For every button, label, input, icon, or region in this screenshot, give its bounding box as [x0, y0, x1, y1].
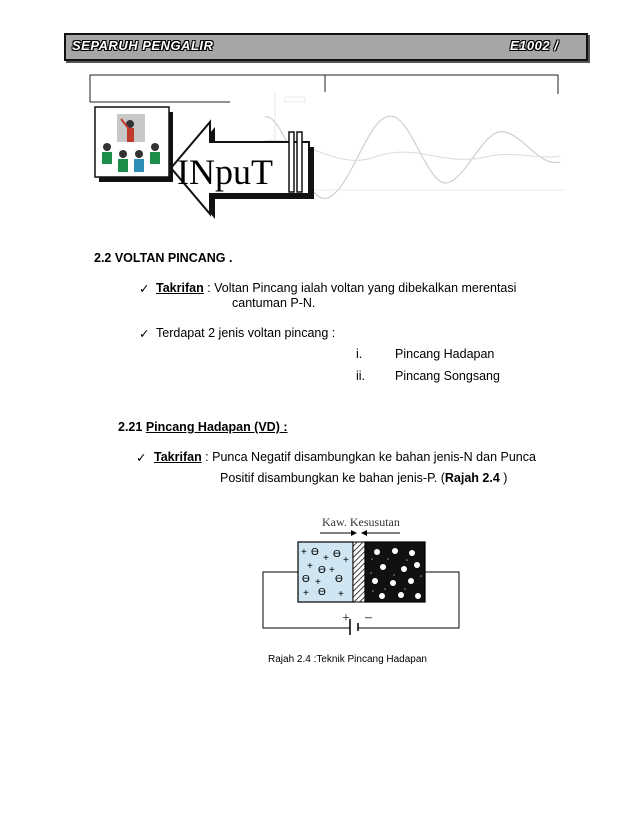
depletion-region: [353, 542, 365, 602]
takrifan-definition-line2: cantuman P-N.: [232, 296, 316, 310]
takrifan-definition-line1: [156, 281, 516, 295]
svg-text:+: +: [301, 547, 307, 558]
header-title: SEPARUH PENGALIR: [72, 38, 214, 53]
svg-text:+: +: [338, 589, 344, 600]
takrifan-text: : Voltan Pincang ialah voltan yang dibekalkan merentasi: [203, 281, 517, 295]
svg-text:ϴ: ϴ: [318, 587, 326, 598]
svg-text:+: +: [329, 565, 335, 576]
input-banner-graphic: [85, 72, 565, 232]
battery-plus-label: +: [342, 611, 350, 626]
banner-title: INpuT: [177, 152, 273, 192]
takrifan-label: Takrifan: [156, 281, 204, 295]
section-heading: 2.2 VOLTAN PINCANG .: [94, 251, 233, 265]
type-label: Pincang Songsang: [395, 369, 500, 383]
subsection-definition-text: : Punca Negatif disambungkan ke bahan jenis-N dan Punca: [201, 450, 536, 464]
subsection-heading: [118, 420, 288, 434]
subsection-number: 2.21: [118, 420, 143, 434]
checkmark-icon: ✓: [139, 282, 150, 296]
svg-text:+: +: [343, 555, 349, 566]
figure-caption: Rajah 2.4 :Teknik Pincang Hadapan: [268, 654, 427, 665]
svg-text:+: +: [323, 553, 329, 564]
forward-bias-diagram: [255, 525, 470, 635]
figure-reference: Rajah 2.4: [444, 471, 500, 485]
subsection-definition-line2: Positif disambungkan ke bahan jenis-P. (Rajah 2.4 ): [220, 471, 508, 485]
svg-text:+: +: [307, 561, 313, 572]
header-code: E1002 /: [510, 38, 559, 53]
depletion-arrows: [320, 530, 400, 536]
svg-text:+: +: [303, 588, 309, 599]
type-number: i.: [356, 347, 363, 361]
type-number: ii.: [356, 369, 366, 383]
type-label: Pincang Hadapan: [395, 347, 495, 361]
checkmark-icon: ✓: [139, 327, 150, 341]
svg-text:ϴ: ϴ: [302, 574, 310, 585]
svg-text:+: +: [315, 577, 321, 588]
svg-text:ϴ: ϴ: [333, 549, 341, 560]
battery-minus-label: –: [365, 610, 372, 625]
svg-text:ϴ: ϴ: [335, 574, 343, 585]
svg-text:ϴ: ϴ: [318, 565, 326, 576]
svg-text:ϴ: ϴ: [311, 547, 319, 558]
subsection-takrifan-label: Takrifan: [154, 450, 202, 464]
jenis-text: Terdapat 2 jenis voltan pincang :: [156, 326, 336, 340]
checkmark-icon: ✓: [136, 451, 147, 465]
subsection-title: Pincang Hadapan (VD) :: [145, 420, 288, 434]
subsection-definition-line1: [154, 450, 536, 464]
depletion-label: Kaw. Kesusutan: [322, 515, 400, 529]
